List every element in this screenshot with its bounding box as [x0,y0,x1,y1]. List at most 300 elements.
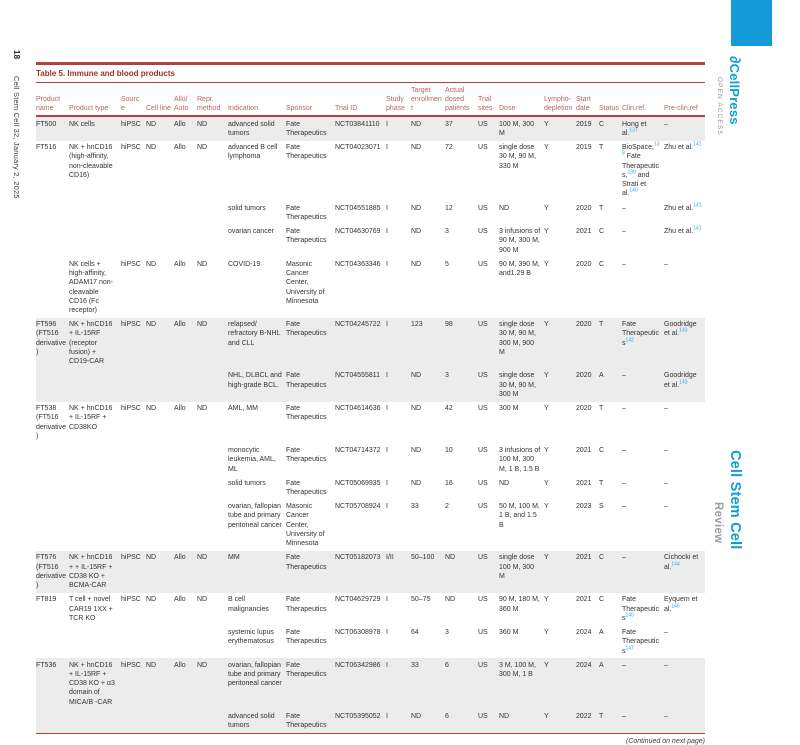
cell-study-phase: I [386,228,388,236]
cell-study-phase: I [386,709,411,733]
cell-cell-line: ND [146,321,157,329]
col-header-study-phase: Study phase [386,83,411,116]
cell-dose: 100 M, 300 M [499,120,535,138]
cell-study-phase: I [386,596,388,604]
cell-start-date: 2020 [576,204,592,212]
table-row [36,658,705,709]
cell-dose: single dose 30 M, 90 M, 300 M, 900 M [499,321,536,356]
cell-repr-method: ND [197,144,208,152]
cell-status: C [599,596,605,604]
cell-dose: single dose 30 M, 90 M, 330 M [499,144,536,170]
cellpress-brand-block [716,56,743,136]
cell-target-enrollment: ND [411,260,422,268]
cell-product-type [69,626,121,659]
cell-repr-method: ND [197,405,208,413]
cell-status: T [599,321,604,329]
cell-target-enrollment: ND [411,447,422,455]
cell-repr-method: ND [197,661,208,669]
cell-lympho-depletion: Y [544,629,549,637]
col-header-trial-sites: Trial sites [478,83,499,116]
cell-study-phase: I [386,260,388,268]
col-header-preclin-ref: Pre-clin.ref [664,83,705,116]
cell-lympho-depletion: Y [544,120,549,128]
cell-allo-auto [174,500,197,551]
col-header-repr-method: Repr. method [197,83,228,116]
cell-product-type: NK + hnCD16 + IL-15RF (receptor fusion) + CD19-CAR [69,321,113,366]
cell-target-enrollment: ND [411,372,422,380]
cell-preclin-ref [664,551,705,593]
cell-indication: COVID-19 [228,260,261,268]
cell-study-phase: I [386,661,388,669]
citation-ref[interactable]: 138 [622,141,660,158]
cell-start-date: 2023 [576,503,592,511]
cell-clin-ref: – [622,405,626,413]
reference-text: Fate Therapeutics [622,321,659,347]
cell-start-date: 2019 [576,120,592,128]
cell-cell-line [146,500,174,551]
cell-repr-method [197,225,228,258]
cell-target-enrollment: 33 [411,503,419,511]
cell-dose: 300 M [499,405,519,413]
cell-preclin-ref: – [664,447,668,455]
cell-trial-id: NCT05182073 [335,554,381,562]
cell-sponsor: Fate Therapeutics [286,661,327,678]
cell-product-name [36,369,69,402]
cell-cell-line [146,476,174,499]
cell-target-enrollment: 123 [411,321,423,329]
cell-clin-ref: – [622,661,626,669]
cell-dose: single dose 100 M, 300 M [499,554,535,580]
cell-sponsor: Fate Therapeutics [286,321,327,338]
cell-repr-method [197,444,228,477]
cell-indication: ovarian, fallopian tube and primary peritoneal cancer [228,503,282,529]
cell-actual-dosed: 16 [445,479,453,487]
cell-lympho-depletion: Y [544,596,549,604]
journal-footer-line: Cell Stem Cell 32, January 2, 2025 [12,75,21,199]
cell-trial-sites: US [478,554,488,562]
cell-target-enrollment: 64 [411,629,419,637]
cell-trial-id: NCT06308978 [335,629,381,637]
cell-source: hiPSC [121,661,141,669]
cell-repr-method [197,476,228,499]
cell-preclin-ref: – [664,661,668,669]
cell-product-name [36,225,69,258]
cell-preclin-ref: – [664,709,705,733]
cell-indication: solid tumors [228,479,266,487]
cell-dose: ND [499,709,544,733]
col-header-product-name: Product name [36,83,69,116]
cell-source: hiPSC [121,321,141,329]
cell-start-date: 2020 [576,260,592,268]
cell-target-enrollment: ND [411,144,422,152]
cell-trial-sites: US [478,479,488,487]
cell-sponsor: Masonic Cancer Center, University of Minnesota [286,260,325,305]
col-header-trial-id: Trial ID [335,83,386,116]
cell-allo-auto [174,444,197,477]
cell-preclin-ref: – [664,503,668,511]
cell-trial-id: NCT04551885 [335,204,381,212]
cell-preclin-ref: – [664,479,668,487]
cell-dose: 3 infusions of 100 M, 300 M, 1 B, 1.5 B [499,447,541,473]
cell-allo-auto: Allo [174,661,186,669]
table-row [36,257,705,317]
cell-start-date: 2021 [576,228,592,236]
cell-trial-id: NCT03841110 [335,120,380,128]
cell-trial-id: NCT04714372 [335,447,381,455]
cell-preclin-ref [664,593,705,626]
cell-cell-line: ND [146,596,157,604]
cell-product-name: FT538 (FT516 derivative) [36,405,66,440]
cell-clin-ref: – [622,479,626,487]
cell-target-enrollment: ND [411,709,445,733]
cell-study-phase: I/II [386,554,394,562]
cellpress-logo-icon: ∂ [726,56,743,64]
cell-dose: ND [499,204,510,212]
cell-allo-auto: Allo [174,144,186,152]
cell-target-enrollment: 33 [411,661,419,669]
cell-sponsor: Fate Therapeutics [286,405,327,422]
cell-cell-line: ND [146,120,157,128]
cell-dose: single dose 30 M, 90 M, 300 M [499,372,536,398]
cell-lympho-depletion: Y [544,228,549,236]
cell-cell-line: ND [146,144,157,152]
cell-trial-sites: US [478,503,488,511]
cell-preclin-ref: – [664,120,668,128]
cell-actual-dosed: 3 [445,228,449,236]
cell-actual-dosed: 6 [445,661,449,669]
cell-sponsor: Fate Therapeutics [286,447,327,464]
cell-cell-line: ND [146,405,157,413]
cell-target-enrollment: 50–100 [411,554,435,562]
cell-cell-line [146,626,174,659]
cell-lympho-depletion: Y [544,321,549,329]
cell-source: hiPSC [121,596,141,604]
reference-text: Hong et al. [622,120,647,138]
citation-ref[interactable]: 145 [625,612,634,619]
cell-repr-method: ND [197,120,208,128]
cell-source [121,500,146,551]
cell-product-type: NK cells + high-affinity, ADAM17 non-cleavable CD16 (Fc receptor) [69,260,113,314]
citation-ref[interactable]: 146 [671,603,680,610]
cellpress-brand-text: CellPress [727,63,742,125]
cell-repr-method [197,626,228,659]
left-page-margin [12,50,21,470]
cell-sponsor: Fate Therapeutics [286,144,327,161]
cell-actual-dosed: 72 [445,144,453,152]
cell-product-name: FT576 (FT516 derivative) [36,554,66,590]
cell-sponsor: Fate Therapeutics [286,554,327,571]
citation-ref[interactable]: 142 [625,337,634,344]
cell-start-date: 2021 [576,479,592,487]
cell-start-date: 2020 [576,372,592,380]
cell-product-name: FT516 [36,144,57,152]
cell-product-type: NK + hnCD16 + + IL-15RF + CD38 KO + BCMA-CAR [69,554,113,590]
cell-start-date: 2020 [576,405,592,413]
cell-trial-id: NCT04245722 [335,321,381,329]
cell-target-enrollment: ND [411,405,422,413]
table-row [36,709,705,733]
cell-lympho-depletion: Y [544,709,576,733]
cell-repr-method: ND [197,596,208,604]
cell-trial-id: NCT04023071 [335,144,381,152]
col-header-dose: Dose [499,83,544,116]
cell-product-type [69,500,121,551]
cell-status: S [599,503,604,511]
cell-repr-method: ND [197,321,208,329]
cell-trial-id: NCT05069935 [335,479,381,487]
col-header-product-type: Product type [69,83,121,116]
cell-trial-id: NCT04363346 [335,260,381,268]
cell-source [121,225,146,258]
cell-product-type: NK + hnCD16 + IL-15RF + CD38KO [69,405,113,431]
reference-text: Zhu et al. [664,204,694,212]
cell-status: T [599,204,604,212]
cell-allo-auto: Allo [174,120,186,128]
cell-study-phase: I [386,204,388,212]
cell-cell-line [146,225,174,258]
cell-start-date: 2024 [576,661,592,669]
cell-start-date: 2019 [576,144,592,152]
col-header-clin-ref: Clin.ref. [622,83,664,116]
cell-product-name [36,709,69,733]
cell-product-type: T cell + novel CAR19 1XX + TCR KO [69,596,113,622]
citation-ref[interactable]: 147 [625,645,634,652]
col-header-lympho-depletion: Lympho- depletion [544,83,576,116]
clinical-trials-table [36,83,705,734]
cell-allo-auto: Allo [174,596,186,604]
citation-ref[interactable]: 144 [671,561,680,568]
cell-actual-dosed: 42 [445,405,453,413]
table-row [36,225,705,258]
cell-sponsor: Fate Therapeutics [286,479,327,496]
cell-dose: 50 M, 100 M, 1 B, and 1.5 B [499,503,540,529]
cell-trial-id: NCT04629729 [335,596,381,604]
cell-allo-auto: Allo [174,260,186,268]
cell-trial-sites: US [478,405,488,413]
cell-product-name: FT536 [36,661,57,669]
cell-preclin-ref: – [664,260,668,268]
cell-sponsor: Fate Therapeutics [286,228,327,245]
table-body [36,116,705,733]
cell-product-type [69,476,121,499]
cell-status: C [599,554,605,562]
cell-product-name: FT500 [36,120,57,128]
cell-allo-auto [174,369,197,402]
cell-product-name [36,476,69,499]
cell-start-date: 2021 [576,447,592,455]
reference-text: Fate Therapeutics, [622,153,659,179]
citation-ref[interactable]: 139 [627,169,636,176]
cell-product-name [36,201,69,224]
cell-trial-id: NCT04630769 [335,228,381,236]
cell-source: hiPSC [121,144,141,152]
cell-trial-id: NCT05395052 [335,709,386,733]
cell-product-name [36,500,69,551]
cell-preclin-ref [664,201,705,224]
cell-cell-line: ND [146,260,157,268]
cell-product-type [69,444,121,477]
col-header-start-date: Start date [576,83,599,116]
cell-lympho-depletion: Y [544,554,549,562]
table-row [36,318,705,369]
cell-cell-line [146,369,174,402]
cell-actual-dosed: 10 [445,447,453,455]
citation-ref[interactable]: 141 [693,141,702,148]
cell-allo-auto [174,201,197,224]
cell-target-enrollment: ND [411,228,422,236]
cell-indication: ovarian cancer [228,228,274,236]
citation-ref[interactable]: 137 [629,127,638,134]
cell-preclin-ref [664,141,705,201]
reference-text: Eyquem et al. [664,596,698,613]
cell-product-name [36,257,69,317]
cell-trial-sites: US [478,204,488,212]
cell-indication: B cell malignancies [228,596,269,613]
cell-dose: 360 M [499,629,519,637]
cell-source: hiPSC [121,120,141,128]
cell-study-phase: I [386,503,388,511]
cell-trial-sites: US [478,596,488,604]
cell-source: hiPSC [121,260,141,268]
cell-lympho-depletion: Y [544,479,549,487]
cell-actual-dosed: 98 [445,321,453,329]
table-row [36,402,705,444]
cell-actual-dosed: 6 [445,709,478,733]
table-row [36,500,705,551]
table-row [36,593,705,626]
cell-repr-method [197,369,228,402]
cell-indication: advanced solid tumors [228,709,286,733]
cell-cell-line: ND [146,554,157,562]
reference-text: Goodridge et al. [664,372,697,389]
cell-source [121,369,146,402]
col-header-indication: Indication [228,83,286,116]
cell-repr-method: ND [197,554,208,562]
cell-indication: relapsed/ refractory B-NHL and CLL [228,321,281,347]
cell-indication: AML, MM [228,405,258,413]
page-number: 18 [12,50,21,60]
cell-start-date: 2024 [576,629,592,637]
cell-product-type [69,225,121,258]
cell-study-phase: I [386,144,388,152]
cell-preclin-ref: – [664,405,668,413]
citation-ref[interactable]: 143 [679,379,688,386]
citation-ref[interactable]: 140 [629,188,638,195]
citation-ref[interactable]: 141 [693,225,702,232]
reference-text: Zhu et al. [664,144,694,152]
cell-study-phase: I [386,629,388,637]
cell-repr-method [197,201,228,224]
cell-trial-id: NCT04614636 [335,405,381,413]
cell-sponsor: Fate Therapeutics [286,120,327,138]
col-header-status: Status [599,83,622,116]
cell-preclin-ref [664,369,705,402]
reference-text: Cichocki et al. [664,554,699,571]
cell-indication: monocytic leukemia, AML, ML [228,447,276,473]
cell-source: hiPSC [121,405,141,413]
cell-clin-ref: – [622,447,626,455]
cell-status: T [599,479,604,487]
cell-indication: advanced B cell lymphoma [228,144,278,161]
cell-target-enrollment: ND [411,479,422,487]
cell-clin-ref: – [622,204,626,212]
cell-product-type [69,201,121,224]
cell-indication: NHL, DLBCL and high-grade BCL. [228,372,282,389]
cell-product-type: NK + hnCD16 + IL-15RF + CD38 KO + α3 domain of MICA/B -CAR [69,661,115,706]
cell-product-type: NK cells [69,120,95,128]
table-row [36,551,705,593]
cell-clin-ref [622,318,664,369]
cell-trial-sites: US [478,661,488,669]
table-row [36,201,705,224]
table-row [36,444,705,477]
cell-sponsor: Fate Therapeutics [286,372,327,389]
cell-sponsor: Fate Therapeutics [286,629,327,646]
cell-sponsor: Fate Therapeutics [286,204,327,221]
citation-ref[interactable]: 143 [679,328,688,335]
cell-clin-ref: – [622,372,626,380]
article-type-label: Review [712,502,724,544]
cell-start-date: 2020 [576,321,592,329]
cell-lympho-depletion: Y [544,372,549,380]
cell-actual-dosed: 3 [445,372,449,380]
cell-dose: 90 M, 390 M, and1.29 B [499,260,540,278]
cell-trial-sites: US [478,260,488,268]
table-container [36,62,705,745]
cell-trial-sites: US [478,709,499,733]
cell-source [121,709,146,733]
continued-note: (Continued on next page) [626,737,705,745]
cell-allo-auto [174,709,197,733]
cell-target-enrollment: ND [411,120,422,128]
open-access-label: OPEN ACCESS [716,77,723,136]
reference-text: BioSpace, [622,144,654,152]
cell-allo-auto: Allo [174,554,186,562]
cell-cell-line [146,709,174,733]
cell-lympho-depletion: Y [544,503,549,511]
cell-start-date: 2021 [576,596,592,604]
cell-actual-dosed: 37 [445,120,453,128]
col-header-sponsor: Sponsor [286,83,335,116]
cell-study-phase: I [386,479,388,487]
cell-product-name [36,626,69,659]
cell-source [121,444,146,477]
cell-preclin-ref [664,225,705,258]
cell-sponsor: Fate Therapeutics [286,596,327,613]
cell-study-phase: I [386,321,388,329]
cell-status: C [599,120,605,128]
cell-trial-sites: US [478,447,488,455]
citation-ref[interactable]: 141 [693,202,702,209]
journal-title-block [712,450,743,550]
cell-trial-id: NCT05708924 [335,503,381,511]
cell-indication: MM [228,554,240,562]
table-row [36,369,705,402]
cell-source: hiPSC [121,554,141,562]
cell-source [121,201,146,224]
cell-clin-ref [622,116,664,140]
cell-indication: ovarian, fallopian tube and primary peritoneal cancer [228,661,282,688]
table-row [36,626,705,659]
cell-trial-sites: US [478,629,488,637]
cell-clin-ref [622,593,664,626]
table-header-row [36,83,705,116]
cell-status: C [599,260,605,268]
cellpress-color-bar [731,0,772,46]
cell-lympho-depletion: Y [544,447,549,455]
cell-cell-line: ND [146,661,157,669]
cell-trial-sites: US [478,120,488,128]
